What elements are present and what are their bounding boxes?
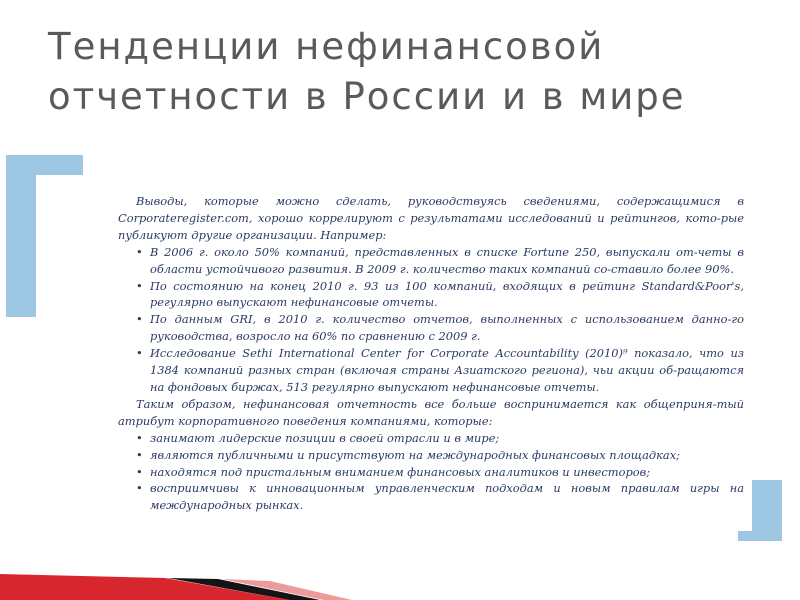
bullet-icon: • [136,481,143,496]
list-item: • находятся под пристальным вниманием финансовых аналитиков и инвесторов; [136,464,651,479]
left-bracket-decoration [6,155,83,317]
conclusion-paragraph: Таким образом, нефинансовая отчетность все больше воспринимается как общеприня-тый атрибут корпоративного поведения компаниями, которые: [118,396,744,428]
bullet-icon: • [136,346,143,361]
bullet-icon: • [136,278,143,293]
bullet-list-1 [118,244,744,396]
left-bracket-horizontal [6,155,83,175]
bullet-icon: • [136,447,143,462]
right-bracket-decoration [738,480,782,541]
decorative-stripe-bar [0,568,800,600]
title-line-1: Тенденции нефинансовой [48,25,605,68]
bullet-icon: • [136,464,143,479]
bullet-icon: • [136,430,143,445]
left-bracket-vertical [6,155,36,317]
bullet-icon: • [136,312,143,327]
list-item: • занимают лидерские позиции в своей отрасли и в мире; [136,430,500,445]
right-bracket-horizontal [738,531,782,541]
list-item: • восприимчивы к инновационным управленческим подходам и новым правилам игры на международных рынках. [136,481,744,513]
list-item: • являются публичными и присутствуют на международных финансовых площадках; [136,447,680,462]
bullet-list-2 [118,430,744,515]
list-item: • По данным GRI, в 2010 г. количество отчетов, выполненных с использованием данно-го руководства, возросло на 60% по сравнению с 2009 г. [136,312,744,344]
intro-paragraph: Выводы, которые можно сделать, руководствуясь сведениями, содержащимися в Corporateregister.com, хорошо коррелируют с результатами исследований и рейтингов, кото-рые публикуют другие организации. Например: [118,194,744,242]
list-item: • По состоянию на конец 2010 г. 93 из 100 компаний, входящих в рейтинг Standard&Poor's, регулярно выпускают нефинансовые отчеты. [136,278,744,310]
bullet-icon: • [136,244,143,259]
title-line-2: отчетности в России и в мире [48,75,686,118]
slide-title [48,22,768,122]
body-text [118,193,744,514]
list-item: • В 2006 г. около 50% компаний, представленных в списке Fortune 250, выпускали от-четы в области устойчивого развития. В 2009 г. количество таких компаний со-ставило более 90%. [136,244,744,276]
list-item: • Исследование Sethi International Center for Corporate Accountability (2010)⁹ показало, что из 1384 компаний разных стран (включая страны Азиатского региона), чьи акции об-ращаются на фондовых биржах, 513 регулярно выпускают нефинансовые отчеты. [136,346,744,394]
